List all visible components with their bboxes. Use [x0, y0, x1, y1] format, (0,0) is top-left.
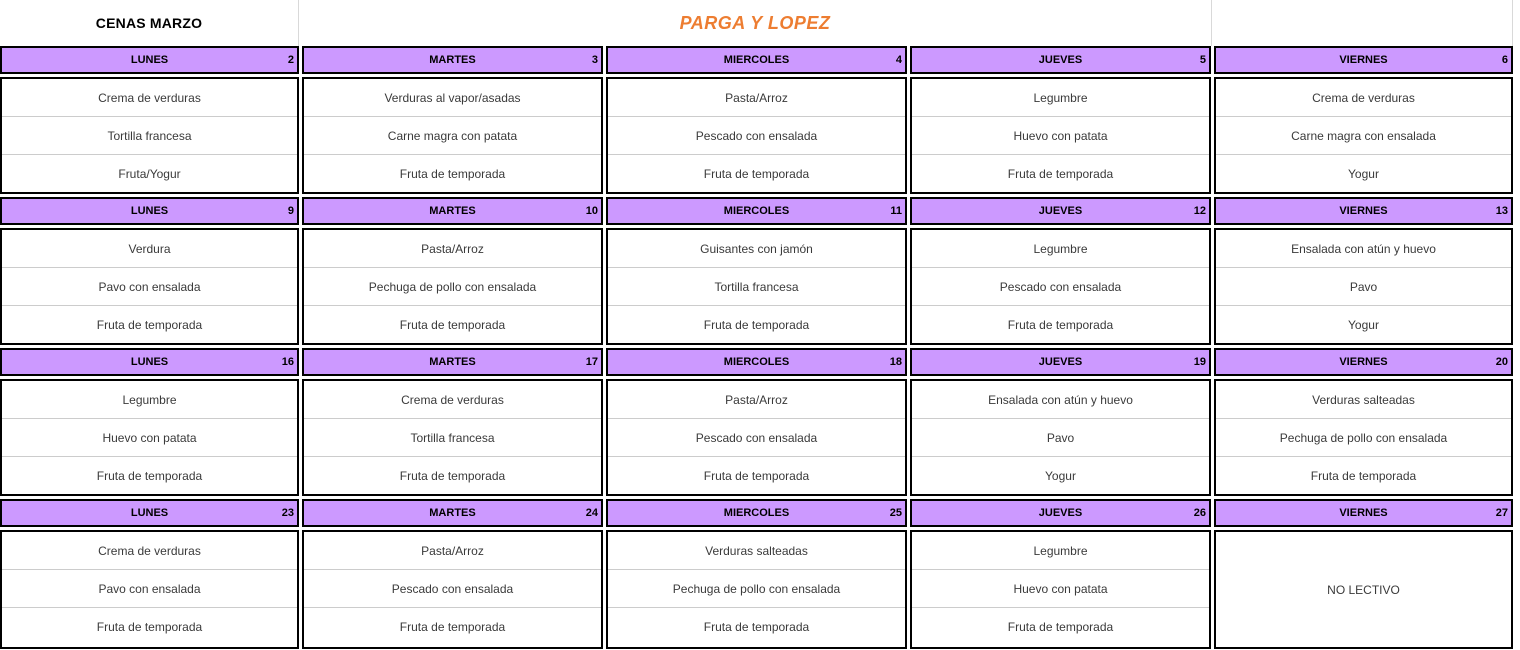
no-lectivo-cell: NO LECTIVO [1214, 530, 1513, 649]
menu-cell [910, 379, 1211, 496]
menu-item: Guisantes con jamón [700, 241, 813, 256]
day-name: JUEVES [1038, 54, 1083, 66]
menu-item: Legumbre [1033, 90, 1088, 105]
day-name: MARTES [429, 356, 476, 368]
menu-item: Pescado con ensalada [608, 116, 905, 154]
menu-item: Carne magra con patata [304, 116, 601, 154]
menu-item: Fruta de temporada [912, 607, 1209, 645]
day-header [606, 348, 907, 376]
menu-item: Huevo con patata [2, 418, 297, 456]
sheet-title: CENAS MARZO [95, 15, 203, 31]
menu-item: Pasta/Arroz [421, 241, 484, 256]
menu-cell [606, 379, 907, 496]
menu-item: Pavo [1216, 267, 1511, 305]
day-number: 25 [889, 507, 902, 519]
day-header [606, 499, 907, 527]
week-body-row [0, 530, 1513, 649]
menu-item: Tortilla francesa [2, 116, 297, 154]
menu-item: Verduras salteadas [705, 543, 808, 558]
menu-item: Fruta de temporada [912, 305, 1209, 343]
menu-item: Pescado con ensalada [608, 418, 905, 456]
menu-item: Pasta/Arroz [725, 392, 788, 407]
menu-item: Pescado con ensalada [304, 569, 601, 607]
day-header [606, 46, 907, 74]
day-name: MIERCOLES [723, 54, 790, 66]
day-header [0, 197, 299, 225]
menu-item: Huevo con patata [912, 569, 1209, 607]
menu-item: Pescado con ensalada [912, 267, 1209, 305]
menu-cell [1214, 77, 1513, 194]
day-name: LUNES [130, 356, 169, 368]
menu-item: Fruta de temporada [2, 305, 297, 343]
menu-item: Pavo con ensalada [2, 569, 297, 607]
menu-cell [910, 228, 1211, 345]
menu-item: Crema de verduras [1312, 90, 1415, 105]
day-header [0, 348, 299, 376]
day-number: 27 [1495, 507, 1508, 519]
menu-item: Tortilla francesa [304, 418, 601, 456]
menu-item: Fruta de temporada [608, 305, 905, 343]
menu-cell [302, 77, 603, 194]
menu-item: Fruta de temporada [2, 607, 297, 645]
day-name: MARTES [429, 507, 476, 519]
day-header [606, 197, 907, 225]
week-header-row [0, 46, 1513, 74]
menu-item: Crema de verduras [401, 392, 504, 407]
title-spacer-cell [1212, 0, 1513, 46]
menu-cell [606, 530, 907, 649]
day-header [302, 499, 603, 527]
week-body-row [0, 379, 1513, 496]
menu-item: Huevo con patata [912, 116, 1209, 154]
menu-item: Fruta de temporada [304, 607, 601, 645]
menu-item: Fruta de temporada [608, 607, 905, 645]
day-header [302, 46, 603, 74]
weeks-container [0, 46, 1513, 649]
day-header [910, 46, 1211, 74]
day-header [1214, 46, 1513, 74]
day-name: VIERNES [1339, 54, 1388, 66]
menu-item: Verduras al vapor/asadas [384, 90, 521, 105]
menu-item: Pechuga de pollo con ensalada [304, 267, 601, 305]
day-header [0, 46, 299, 74]
menu-item: Tortilla francesa [608, 267, 905, 305]
menu-item: Yogur [1216, 305, 1511, 343]
menu-cell [910, 530, 1211, 649]
menu-item: Fruta de temporada [304, 154, 601, 192]
menu-cell [1214, 228, 1513, 345]
day-number: 17 [585, 356, 598, 368]
day-name: MIERCOLES [723, 356, 790, 368]
menu-item: Carne magra con ensalada [1216, 116, 1511, 154]
day-name: MIERCOLES [723, 205, 790, 217]
sheet-title-cell [0, 0, 299, 46]
menu-item: Yogur [912, 456, 1209, 494]
menu-item: Fruta de temporada [2, 456, 297, 494]
day-name: JUEVES [1038, 205, 1083, 217]
menu-cell [910, 77, 1211, 194]
menu-item: Pechuga de pollo con ensalada [608, 569, 905, 607]
menu-cell [0, 228, 299, 345]
day-header [910, 499, 1211, 527]
menu-item: Crema de verduras [98, 543, 201, 558]
day-name: VIERNES [1339, 356, 1388, 368]
day-name: LUNES [130, 54, 169, 66]
day-number: 11 [890, 205, 902, 217]
day-number: 23 [281, 507, 294, 519]
day-number: 19 [1193, 356, 1206, 368]
day-number: 20 [1495, 356, 1508, 368]
day-header [1214, 197, 1513, 225]
menu-item: Pechuga de pollo con ensalada [1216, 418, 1511, 456]
day-header [302, 197, 603, 225]
menu-item: Fruta de temporada [1216, 456, 1511, 494]
day-name: MIERCOLES [723, 507, 790, 519]
provider-title-cell [299, 0, 1212, 46]
menu-cell [1214, 379, 1513, 496]
menu-cell [302, 379, 603, 496]
week-header-row [0, 348, 1513, 376]
day-name: VIERNES [1339, 205, 1388, 217]
menu-cell [606, 228, 907, 345]
day-number: 12 [1193, 205, 1206, 217]
day-header [302, 348, 603, 376]
menu-item: Fruta de temporada [608, 456, 905, 494]
menu-item: Fruta de temporada [304, 305, 601, 343]
menu-item: Yogur [1216, 154, 1511, 192]
week-body-row [0, 228, 1513, 345]
menu-cell [302, 228, 603, 345]
day-number: 10 [585, 205, 598, 217]
menu-item: Fruta de temporada [304, 456, 601, 494]
menu-item: Verdura [128, 241, 171, 256]
menu-cell [302, 530, 603, 649]
day-header [910, 197, 1211, 225]
menu-item: Crema de verduras [98, 90, 201, 105]
day-name: LUNES [130, 507, 169, 519]
menu-item: Pasta/Arroz [421, 543, 484, 558]
day-number: 16 [281, 356, 294, 368]
menu-cell [0, 77, 299, 194]
week-header-row [0, 499, 1513, 527]
day-number: 4 [895, 54, 902, 66]
day-number: 24 [585, 507, 598, 519]
menu-cell [0, 530, 299, 649]
menu-cell [0, 379, 299, 496]
day-header [910, 348, 1211, 376]
day-name: VIERNES [1339, 507, 1388, 519]
day-number: 13 [1495, 205, 1508, 217]
day-number: 3 [591, 54, 598, 66]
day-name: LUNES [130, 205, 169, 217]
menu-item: Verduras salteadas [1312, 392, 1415, 407]
menu-item: Legumbre [1033, 543, 1088, 558]
day-header [1214, 348, 1513, 376]
day-name: MARTES [429, 205, 476, 217]
day-name: MARTES [429, 54, 476, 66]
day-name: JUEVES [1038, 507, 1083, 519]
day-number: 2 [287, 54, 294, 66]
day-header [1214, 499, 1513, 527]
title-row [0, 0, 1513, 46]
day-number: 6 [1501, 54, 1508, 66]
menu-item: Legumbre [122, 392, 177, 407]
menu-item: Pavo con ensalada [2, 267, 297, 305]
day-number: 26 [1193, 507, 1206, 519]
menu-item: Ensalada con atún y huevo [1291, 241, 1436, 256]
day-number: 9 [287, 205, 294, 217]
day-number: 18 [889, 356, 902, 368]
menu-item: Pasta/Arroz [725, 90, 788, 105]
day-header [0, 499, 299, 527]
menu-item: Ensalada con atún y huevo [988, 392, 1133, 407]
menu-item: Fruta de temporada [912, 154, 1209, 192]
week-body-row [0, 77, 1513, 194]
menu-cell [606, 77, 907, 194]
menu-item: Fruta/Yogur [2, 154, 297, 192]
provider-title: PARGA Y LOPEZ [679, 12, 831, 33]
week-header-row [0, 197, 1513, 225]
menu-item: Legumbre [1033, 241, 1088, 256]
day-number: 5 [1199, 54, 1206, 66]
menu-item: Pavo [912, 418, 1209, 456]
day-name: JUEVES [1038, 356, 1083, 368]
menu-item: Fruta de temporada [608, 154, 905, 192]
